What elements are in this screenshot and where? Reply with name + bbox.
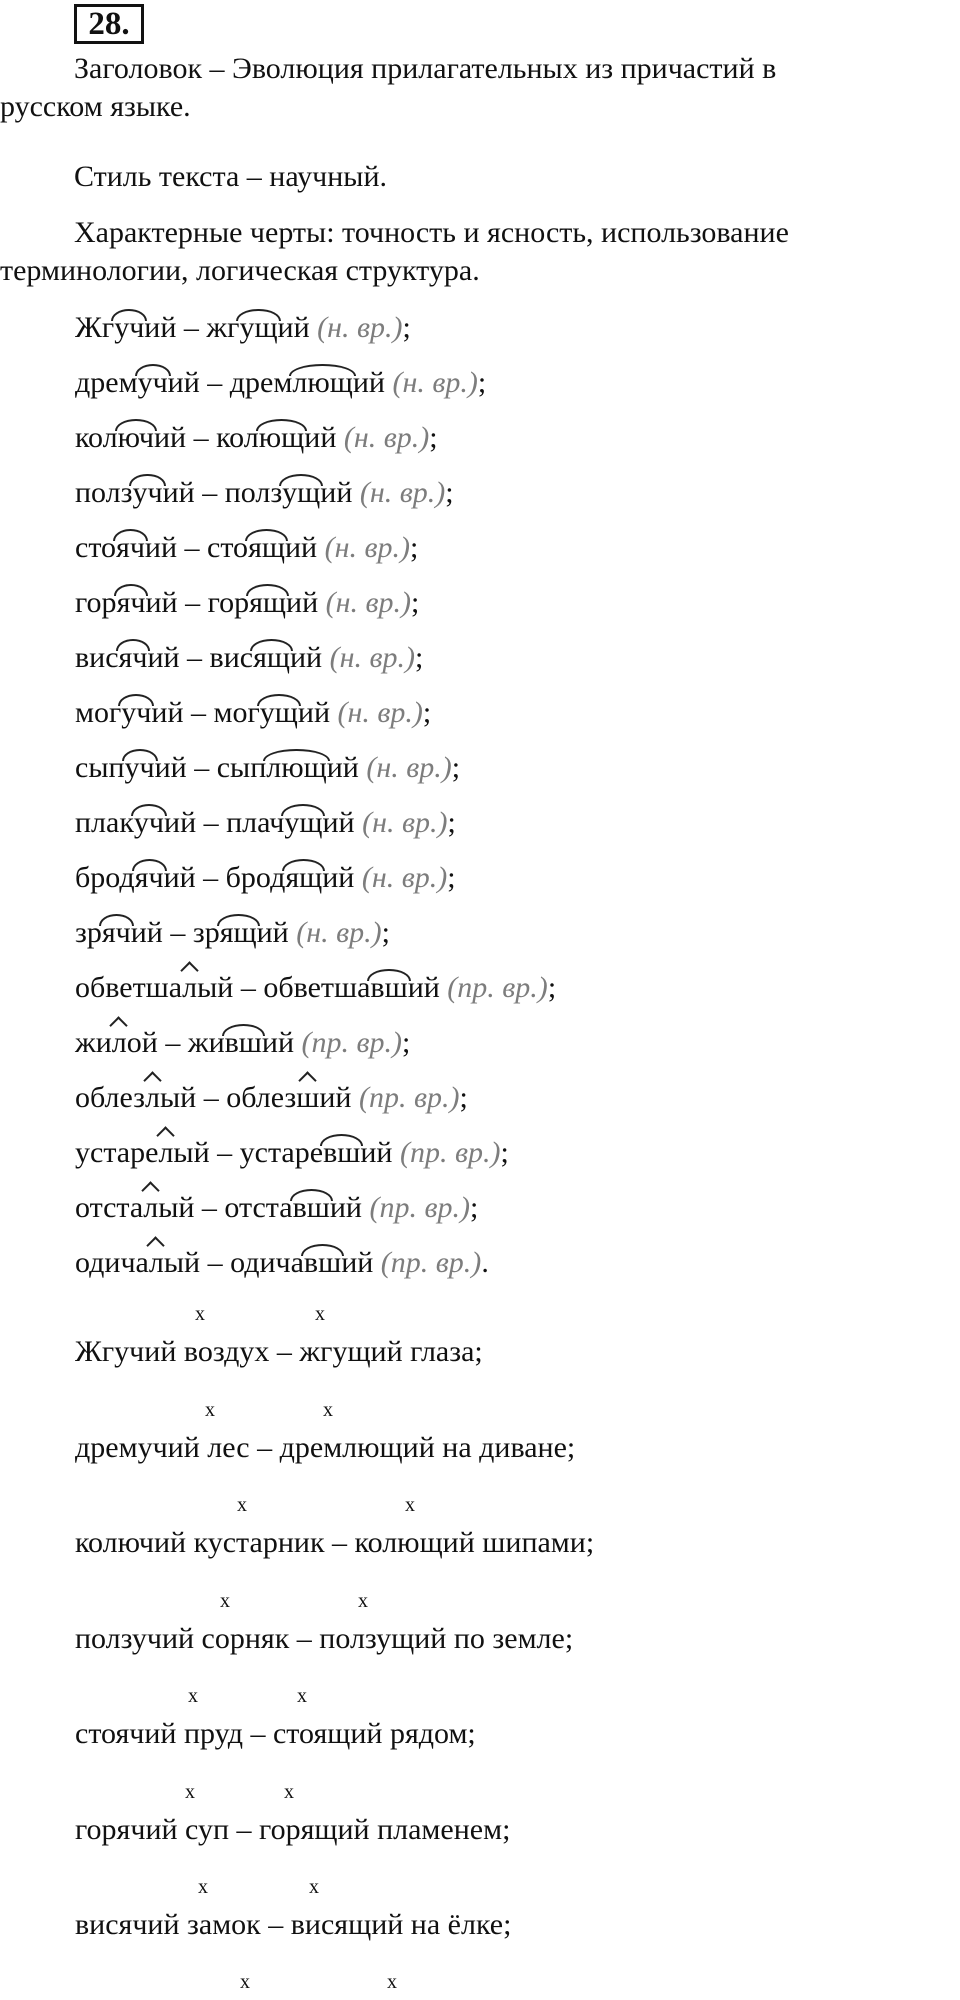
- word-ending: ий: [320, 476, 353, 509]
- word-pair: одичал ый – одичавш ий (пр. вр.).: [75, 1243, 556, 1298]
- word-ending: ий: [304, 421, 337, 454]
- word-root: вис: [75, 641, 119, 674]
- adjective-word: [75, 751, 187, 784]
- word-root: гор: [75, 586, 117, 619]
- participle-word: [208, 586, 319, 619]
- word-ending: ий: [322, 861, 355, 894]
- word-ending: ий: [256, 916, 289, 949]
- participle-word: [214, 696, 331, 729]
- word-pair: зряч ий – зрящ ий (н. вр.);: [75, 913, 556, 968]
- word-root: полз: [224, 476, 283, 509]
- word-pair: устарел ый – устаревш ий (пр. вр.);: [75, 1133, 556, 1188]
- participle-word: [226, 806, 354, 839]
- word-ending: ий: [277, 311, 310, 344]
- word-ending: ий: [322, 806, 355, 839]
- suffix-letters: лющ: [292, 366, 353, 399]
- word-ending: ий: [284, 531, 318, 564]
- word-root: зр: [75, 916, 102, 949]
- word-pair: сыпуч ий – сыплющ ий (н. вр.);: [75, 748, 556, 803]
- word-pair: дремуч ий – дремлющ ий (н. вр.);: [75, 363, 556, 418]
- suffix-letters: ющ: [258, 421, 305, 454]
- suffix-letters: яч: [116, 586, 146, 619]
- trailing-marks: [0, 1950, 960, 2000]
- suffix-letters: л: [148, 1246, 164, 1279]
- punctuation: ;: [445, 476, 454, 509]
- suffix-morpheme: [118, 418, 154, 458]
- letter-mark: x: [297, 1685, 307, 1707]
- suffix-morpheme: [282, 473, 320, 513]
- title-line-1: Заголовок – Эволюция прилагательных из причастий в: [74, 52, 777, 85]
- suffix-letters: уч: [124, 751, 155, 784]
- word-ending: ий: [286, 586, 319, 619]
- punctuation: ;: [415, 641, 424, 674]
- adjective-word: [75, 1081, 196, 1114]
- adjective-word: [75, 1246, 200, 1279]
- suffix-letters: лющ: [266, 751, 327, 784]
- suffix-morpheme: [220, 913, 257, 953]
- adjective-word: [75, 1026, 158, 1059]
- word-root: мог: [213, 696, 260, 729]
- punctuation: ;: [451, 751, 461, 784]
- word-ending: ий: [145, 586, 178, 619]
- tense-note: (пр. вр.): [380, 1246, 482, 1279]
- word-root: мог: [75, 696, 122, 729]
- suffix-morpheme: [285, 858, 322, 898]
- punctuation: ;: [402, 1026, 411, 1059]
- participle-word: [210, 641, 323, 674]
- example-text: стоячий пруд – стоящий рядом;: [75, 1717, 476, 1750]
- letter-mark: x: [284, 1780, 294, 1803]
- suffix-morpheme: [293, 1188, 330, 1228]
- word-ending: ий: [326, 751, 359, 784]
- punctuation: ;: [459, 1081, 468, 1114]
- word-root: жи: [187, 1026, 225, 1059]
- suffix-morpheme: [149, 1243, 164, 1283]
- adjective-word: [75, 1191, 194, 1224]
- word-pair: облезл ый – облезш ий (пр. вр.);: [75, 1078, 556, 1133]
- example-text: колючий кустарник – колющий шипами;: [75, 1526, 595, 1559]
- word-root: зр: [192, 916, 220, 949]
- tense-note: (н. вр.): [392, 366, 478, 399]
- word-ending: ий: [167, 366, 200, 399]
- participle-word: [230, 1246, 373, 1279]
- suffix-letters: ущ: [284, 806, 323, 839]
- participle-word: [226, 861, 355, 894]
- suffix-morpheme: [102, 913, 131, 953]
- suffix-morpheme: [117, 583, 146, 623]
- tense-note: (пр. вр.): [358, 1081, 460, 1114]
- word-ending: ий: [329, 1191, 362, 1224]
- adjective-word: [75, 531, 177, 564]
- suffix-letters: уч: [133, 806, 165, 839]
- suffix-morpheme: [125, 748, 155, 788]
- punctuation: ;: [411, 586, 420, 619]
- word-ending: ий: [164, 806, 197, 839]
- word-root: кол: [75, 421, 118, 454]
- suffix-letters: л: [158, 1136, 174, 1169]
- word-ending: ий: [352, 366, 385, 399]
- word-root: облез: [226, 1081, 297, 1114]
- example-text: Жгучий воздух – жгущий глаза;: [75, 1335, 483, 1368]
- suffix-morpheme: [119, 638, 148, 678]
- word-root: одича: [75, 1246, 149, 1279]
- word-root: полз: [75, 476, 133, 509]
- suffix-letters: л: [182, 971, 198, 1004]
- word-ending: ый: [173, 1136, 210, 1169]
- suffix-morpheme: [370, 968, 407, 1008]
- word-root: Жг: [75, 311, 115, 344]
- participle-word: [224, 1191, 362, 1224]
- punctuation: ;: [402, 311, 411, 344]
- punctuation: ;: [429, 421, 438, 454]
- word-ending: ий: [319, 1081, 352, 1114]
- tense-note: (пр. вр.): [447, 971, 548, 1004]
- word-pair: ползуч ий – ползущ ий (н. вр.);: [75, 473, 556, 528]
- suffix-letters: вш: [370, 971, 408, 1004]
- letter-mark: x: [240, 1971, 250, 1993]
- word-pair: висяч ий – висящ ий (н. вр.);: [75, 638, 556, 693]
- tense-note: (н. вр.): [325, 586, 412, 619]
- word-root: обветша: [263, 971, 371, 1004]
- example-text: горячий суп – горящий пламенем;: [75, 1812, 511, 1846]
- word-pair: обветшал ый – обветшавш ий (пр. вр.);: [75, 968, 556, 1023]
- word-pair: стояч ий – стоящ ий (н. вр.);: [75, 528, 556, 583]
- suffix-letters: уч: [121, 696, 152, 729]
- participle-word: [207, 531, 317, 564]
- suffix-morpheme: [114, 308, 144, 348]
- style-paragraph: [0, 158, 955, 196]
- word-root: кол: [216, 421, 259, 454]
- word-root: сто: [75, 531, 117, 564]
- punctuation: ;: [477, 366, 487, 399]
- participle-word: [240, 1136, 393, 1169]
- suffix-letters: ущ: [239, 311, 278, 344]
- letter-mark: x: [188, 1685, 198, 1707]
- word-pair: жил ой – живш ий (пр. вр.);: [75, 1023, 556, 1078]
- exercise-number: 28.: [88, 5, 130, 42]
- adjective-word: [75, 696, 184, 729]
- suffix-letters: яч: [116, 531, 145, 564]
- punctuation: ;: [547, 971, 557, 1004]
- suffix-morpheme: [135, 858, 164, 898]
- suffix-morpheme: [145, 1078, 160, 1118]
- suffix-letters: уч: [137, 366, 168, 399]
- word-root: брод: [225, 861, 286, 894]
- word-ending: ый: [158, 1191, 195, 1224]
- style-line: Стиль текста – научный.: [74, 160, 387, 193]
- word-pair: горяч ий – горящ ий (н. вр.);: [75, 583, 556, 638]
- adjective-word: [75, 311, 176, 344]
- word-ending: ий: [290, 641, 323, 674]
- letter-mark: x: [220, 1589, 230, 1612]
- letter-mark: x: [195, 1303, 205, 1325]
- punctuation: ;: [422, 696, 432, 729]
- suffix-letters: вш: [303, 1246, 342, 1279]
- features-line-1: Характерные черты: точность и ясность, использование: [74, 216, 789, 249]
- suffix-letters: юч: [117, 421, 154, 454]
- word-ending: ий: [154, 751, 187, 784]
- word-ending: ий: [130, 916, 163, 949]
- adjective-word: [75, 916, 163, 949]
- letter-mark: x: [405, 1494, 415, 1516]
- participle-word: [217, 751, 359, 784]
- word-ending: ой: [126, 1026, 158, 1059]
- suffix-letters: ящ: [248, 531, 285, 564]
- participle-word: [225, 476, 353, 509]
- word-root: одича: [230, 1246, 304, 1279]
- word-root: сып: [216, 751, 267, 784]
- suffix-morpheme: [266, 748, 326, 788]
- word-pair: бродяч ий – бродящ ий (н. вр.);: [75, 858, 556, 913]
- tense-note: (н. вр.): [337, 696, 423, 729]
- suffix-letters: л: [111, 1026, 127, 1059]
- word-ending: ий: [360, 1136, 393, 1169]
- word-ending: ий: [407, 971, 440, 1004]
- participle-word: [206, 311, 309, 344]
- word-root: дрем: [229, 366, 293, 399]
- features-line-2: терминологии, логическая структура.: [0, 254, 480, 287]
- word-root: жг: [206, 311, 240, 344]
- word-pair: отстал ый – отставш ий (пр. вр.);: [75, 1188, 556, 1243]
- word-ending: ый: [160, 1081, 197, 1114]
- suffix-letters: яч: [101, 916, 131, 949]
- participle-word: [263, 971, 439, 1004]
- suffix-morpheme: [259, 418, 305, 458]
- word-ending: ий: [151, 696, 184, 729]
- word-root: вис: [209, 641, 254, 674]
- suffix-morpheme: [248, 528, 285, 568]
- exercise-number-box: [74, 4, 144, 44]
- features-paragraph: [0, 214, 955, 290]
- example-text: висячий замок – висящий на ёлке;: [75, 1908, 512, 1941]
- suffix-letters: уч: [132, 476, 163, 509]
- suffix-letters: ущ: [259, 696, 298, 729]
- suffix-letters: уч: [114, 311, 145, 344]
- word-root: отста: [224, 1191, 293, 1224]
- word-root: сып: [75, 751, 125, 784]
- word-ending: ий: [341, 1246, 374, 1279]
- word-ending: ий: [144, 311, 177, 344]
- word-ending: ий: [162, 476, 195, 509]
- tense-note: (н. вр.): [366, 751, 452, 784]
- letter-mark: x: [237, 1494, 247, 1516]
- punctuation: ;: [447, 861, 456, 894]
- letter-mark: x: [205, 1398, 215, 1421]
- suffix-letters: вш: [323, 1136, 361, 1169]
- suffix-letters: вш: [224, 1026, 262, 1059]
- word-ending: ий: [144, 531, 178, 564]
- suffix-morpheme: [296, 1078, 319, 1118]
- word-pair: колюч ий – колющ ий (н. вр.);: [75, 418, 556, 473]
- tense-note: (н. вр.): [343, 421, 430, 454]
- punctuation: ;: [447, 806, 456, 839]
- suffix-morpheme: [116, 528, 145, 568]
- participle-word: [226, 1081, 351, 1114]
- suffix-letters: яч: [118, 641, 148, 674]
- example-text: дремучий лес – дремлющий на диване;: [75, 1430, 576, 1464]
- tense-note: (н. вр.): [361, 861, 448, 894]
- suffix-morpheme: [284, 803, 322, 843]
- suffix-morpheme: [304, 1243, 341, 1283]
- example-text: ползучий сорняк – ползущий по земле;: [75, 1621, 574, 1655]
- tense-note: (н. вр.): [359, 476, 446, 509]
- suffix-letters: л: [145, 1081, 161, 1114]
- suffix-morpheme: [292, 363, 352, 403]
- title-paragraph: [0, 50, 955, 126]
- letter-mark: x: [358, 1589, 368, 1612]
- letter-mark: x: [387, 1971, 397, 1993]
- punctuation: ;: [470, 1191, 479, 1224]
- adjective-word: [75, 806, 196, 839]
- suffix-morpheme: [239, 308, 277, 348]
- tense-note: (пр. вр.): [301, 1026, 403, 1059]
- tense-note: (пр. вр.): [399, 1136, 501, 1169]
- punctuation: ;: [409, 531, 419, 564]
- word-root: сто: [207, 531, 249, 564]
- word-root: обветша: [75, 971, 183, 1004]
- tense-note: (н. вр.): [324, 531, 410, 564]
- word-root: плач: [226, 806, 285, 839]
- word-root: облез: [75, 1081, 146, 1114]
- word-ending: ий: [261, 1026, 295, 1059]
- participle-word: [193, 916, 289, 949]
- suffix-morpheme: [134, 803, 164, 843]
- suffix-letters: вш: [292, 1191, 330, 1224]
- suffix-morpheme: [132, 473, 162, 513]
- punctuation: ;: [500, 1136, 509, 1169]
- word-ending: ий: [297, 696, 331, 729]
- suffix-letters: ш: [296, 1081, 320, 1114]
- suffix-morpheme: [143, 1188, 158, 1228]
- word-pair: Жгуч ий – жгущ ий (н. вр.);: [75, 308, 556, 363]
- suffix-letters: ущ: [282, 476, 321, 509]
- suffix-morpheme: [112, 1023, 127, 1063]
- suffix-morpheme: [158, 1133, 173, 1173]
- word-root: устаре: [239, 1136, 324, 1169]
- word-ending: ий: [147, 641, 180, 674]
- letter-mark: x: [198, 1876, 208, 1898]
- word-ending: ый: [197, 971, 234, 1004]
- punctuation: ;: [381, 916, 390, 949]
- adjective-word: [75, 366, 200, 399]
- word-ending: ий: [154, 421, 187, 454]
- suffix-letters: яч: [134, 861, 164, 894]
- adjective-word: [75, 476, 195, 509]
- word-root: устаре: [75, 1136, 159, 1169]
- word-pair: плакуч ий – плачущ ий (н. вр.);: [75, 803, 556, 858]
- suffix-morpheme: [249, 583, 286, 623]
- word-root: плак: [75, 806, 134, 839]
- suffix-morpheme: [138, 363, 168, 403]
- tense-note: (пр. вр.): [369, 1191, 470, 1224]
- adjective-word: [75, 1136, 210, 1169]
- adjective-word: [75, 861, 196, 894]
- word-root: дрем: [75, 366, 138, 399]
- suffix-morpheme: [253, 638, 290, 678]
- tense-note: (н. вр.): [362, 806, 448, 839]
- adjective-word: [75, 641, 180, 674]
- suffix-letters: ящ: [219, 916, 257, 949]
- participle-word: [188, 1026, 294, 1059]
- word-root: жи: [75, 1026, 112, 1059]
- word-ending: ый: [163, 1246, 201, 1279]
- word-root: брод: [75, 861, 135, 894]
- suffix-morpheme: [260, 693, 298, 733]
- letter-mark: x: [185, 1780, 195, 1803]
- punctuation: .: [481, 1246, 489, 1279]
- adjective-word: [75, 586, 178, 619]
- letter-mark: x: [309, 1876, 319, 1898]
- suffix-letters: ящ: [253, 641, 290, 674]
- word-root: гор: [207, 586, 250, 619]
- adjective-word: [75, 421, 186, 454]
- word-pairs-list: [75, 308, 556, 1298]
- suffix-letters: ящ: [249, 586, 287, 619]
- suffix-letters: л: [143, 1191, 159, 1224]
- suffix-letters: ящ: [285, 861, 323, 894]
- tense-note: (н. вр.): [317, 311, 403, 344]
- participle-word: [230, 366, 385, 399]
- suffix-morpheme: [323, 1133, 360, 1173]
- letter-mark: x: [315, 1303, 325, 1325]
- letter-mark: x: [323, 1398, 333, 1421]
- suffix-morpheme: [121, 693, 151, 733]
- title-line-2: русском языке.: [0, 90, 191, 123]
- suffix-morpheme: [225, 1023, 262, 1063]
- tense-note: (н. вр.): [329, 641, 415, 674]
- word-ending: ий: [163, 861, 196, 894]
- word-root: отста: [75, 1191, 144, 1224]
- suffix-morpheme: [182, 968, 197, 1008]
- adjective-word: [75, 971, 233, 1004]
- tense-note: (н. вр.): [296, 916, 382, 949]
- word-pair: могуч ий – могущ ий (н. вр.);: [75, 693, 556, 748]
- participle-word: [216, 421, 336, 454]
